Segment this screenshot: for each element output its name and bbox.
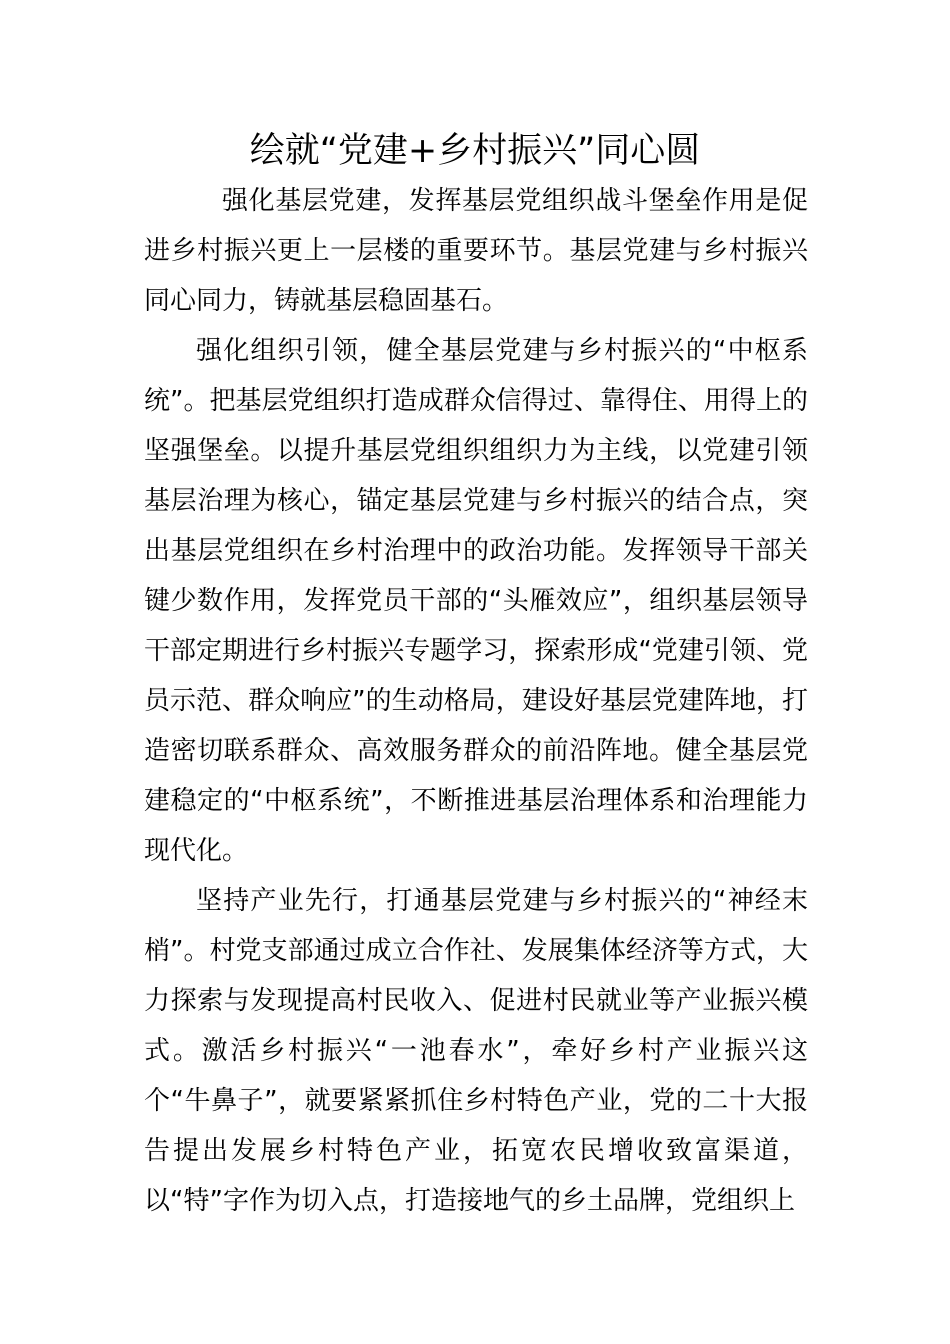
document-body <box>144 176 808 1226</box>
paragraph-organization: 强化组织引领，健全基层党建与乡村振兴的“中枢系统”。把基层党组织打造成群众信得过、靠得住、用得上的坚强堡垒。以提升基层党组织组织力为主线，以党建引领基层治理为核心，锚定基层党建与乡村振兴的结合点，突出基层党组织在乡村治理中的政治功能。发挥领导干部关键少数作用，发挥党员干部的“头雁效应”，组织基层领导干部定期进行乡村振兴专题学习，探索形成“党建引领、党员示范、群众响应”的生动格局，建设好基层党建阵地，打造密切联系群众、高效服务群众的前沿阵地。健全基层党建稳定的“中枢系统”，不断推进基层治理体系和治理能力现代化。 <box>144 336 808 866</box>
paragraph-industry: 坚持产业先行，打通基层党建与乡村振兴的“神经末梢”。村党支部通过成立合作社、发展集体经济等方式，大力探索与发现提高村民收入、促进村民就业等产业振兴模式。激活乡村振兴“一池春水”，牵好乡村产业振兴这个“牛鼻子”，就要紧紧抓住乡村特色产业，党的二十大报告提出发展乡村特色产业，拓宽农民增收致富渠道，以“特”字作为切入点，打造接地气的乡土品牌，党组织上 <box>144 886 808 1216</box>
document-title: 绘就“党建+乡村振兴”同心圆 <box>249 131 701 171</box>
paragraph-intro: 强化基层党建，发挥基层党组织战斗堡垒作用是促进乡村振兴更上一层楼的重要环节。基层党建与乡村振兴同心同力，铸就基层稳固基石。 <box>144 186 808 316</box>
